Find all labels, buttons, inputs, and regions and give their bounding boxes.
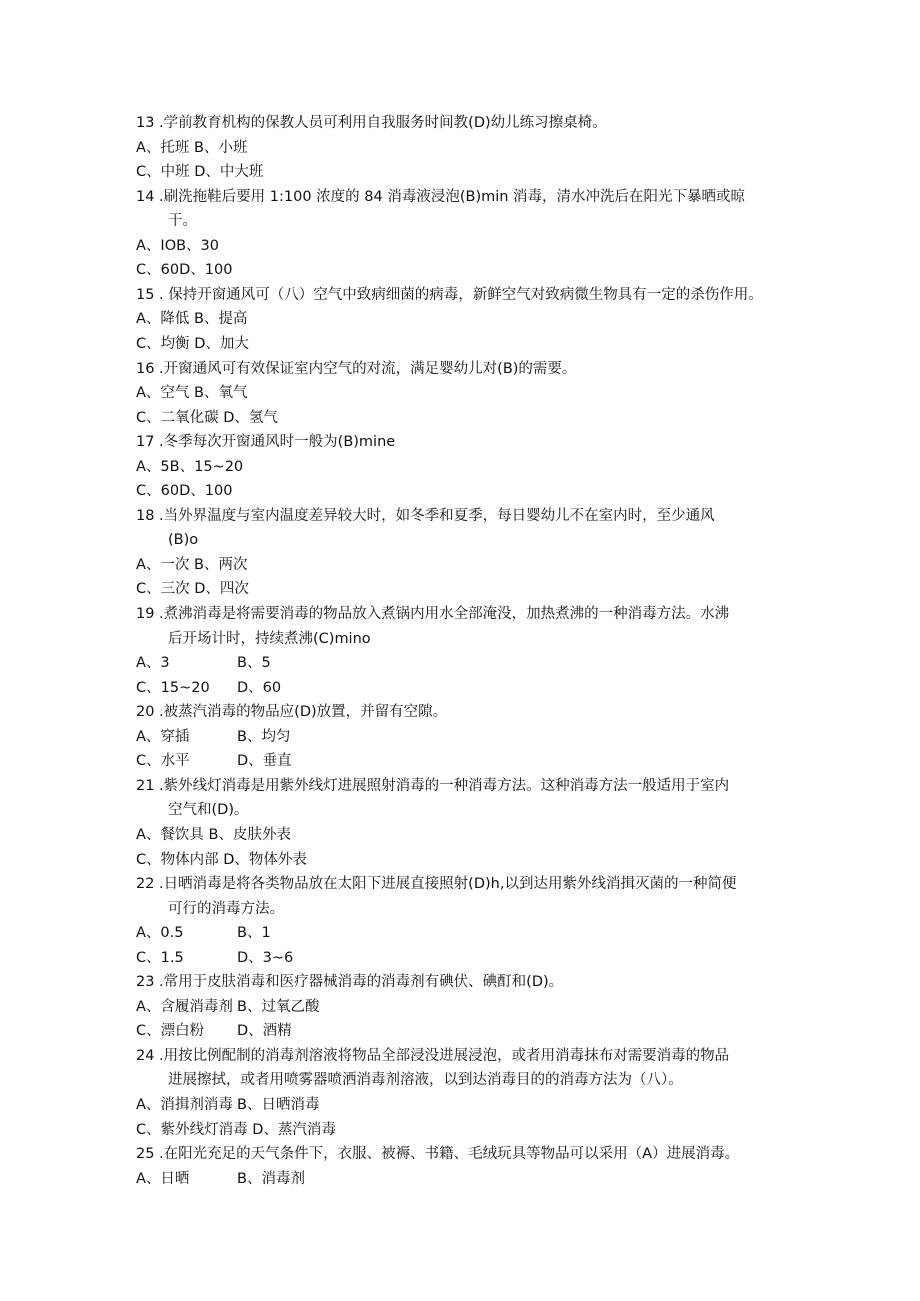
text-line: 24 .用按比例配制的消毒剂溶液将物品全部浸没进展浸泡，或者用消毒抹布对需要消毒的物品 bbox=[136, 1047, 730, 1064]
text-line-option-2: B、均匀 bbox=[237, 728, 291, 745]
text-line: C、二氧化碳 D、氢气 bbox=[136, 409, 278, 426]
text-line: C、均衡 D、加大 bbox=[136, 335, 249, 352]
text-line: C、60D、100 bbox=[136, 262, 233, 279]
text-line: 21 .紫外线灯消毒是用紫外线灯进展照射消毒的一种消毒方法。这种消毒方法一般适用于室内 bbox=[136, 777, 730, 794]
text-line: 23 .常用于皮肤消毒和医疗器械消毒的消毒剂有碘伏、碘酊和(D)。 bbox=[136, 974, 564, 991]
text-line: A、空气 B、氧气 bbox=[136, 385, 248, 402]
text-line: 空气和(D)。 bbox=[168, 802, 249, 819]
text-line-option-2: B、5 bbox=[237, 655, 271, 672]
text-line: C、紫外线灯消毒 D、蒸汽消毒 bbox=[136, 1121, 336, 1138]
text-line: C、15~20 bbox=[136, 679, 210, 696]
text-line: C、60D、100 bbox=[136, 483, 233, 500]
text-line: 22 .日晒消毒是将各类物品放在太阳下进展直接照射(D)h,以到达用紫外线消揖灭菌的一种简便 bbox=[136, 876, 737, 893]
text-line: A、托班 B、小班 bbox=[136, 139, 248, 156]
text-line: A、降低 B、提高 bbox=[136, 311, 248, 328]
text-line: 16 .开窗通风可有效保证室内空气的对流，满足婴幼儿对(B)的需要。 bbox=[136, 360, 577, 377]
text-line-option-2: D、酒精 bbox=[237, 1023, 292, 1040]
text-line: 进展擦拭，或者用喷雾器喷洒消毒剂溶液，以到达消毒目的的消毒方法为（八）。 bbox=[168, 1072, 683, 1089]
text-line: C、中班 D、中大班 bbox=[136, 164, 264, 181]
text-line: C、1.5 bbox=[136, 949, 184, 966]
text-line-option-2: B、消毒剂 bbox=[237, 1170, 305, 1187]
text-line: A、3 bbox=[136, 655, 170, 672]
text-line: A、消揖剂消毒 bbox=[136, 1097, 233, 1113]
text-line: 后开场计时，持续煮沸(C)mino bbox=[168, 630, 371, 647]
text-line-option-2: B、过氧乙酸 bbox=[237, 998, 320, 1015]
text-line: A、0.5 bbox=[136, 925, 184, 942]
text-line-option-2: D、3~6 bbox=[237, 949, 294, 966]
text-line-option-2: D、60 bbox=[237, 679, 282, 696]
text-line: A、日晒 bbox=[136, 1170, 190, 1187]
text-line: C、三次 D、四次 bbox=[136, 581, 249, 598]
text-line: A、含履消毒剂 bbox=[136, 998, 233, 1015]
text-line: 14 .刷洗拖鞋后要用 1:100 浓度的 84 消毒液浸泡(B)min 消毒，清水冲洗后在阳光下暴晒或晾 bbox=[136, 188, 746, 205]
text-line: C、物体内部 D、物体外表 bbox=[136, 851, 307, 868]
text-line-option-2: D、垂直 bbox=[237, 753, 292, 770]
text-line: 20 .被蒸汽消毒的物品应(D)放置，并留有空隙。 bbox=[136, 704, 448, 721]
text-line: A、餐饮具 B、皮肤外表 bbox=[136, 826, 291, 843]
text-line: A、IOB、30 bbox=[136, 237, 220, 254]
text-line: A、穿插 bbox=[136, 728, 190, 745]
text-line-option-2: B、1 bbox=[237, 925, 271, 942]
text-line: 17 .冬季每次开窗通风时一般为(B)mine bbox=[136, 434, 396, 451]
text-line: 18 .当外界温度与室内温度差异较大时，如冬季和夏季，每日婴幼儿不在室内时，至少通风 bbox=[136, 507, 715, 524]
text-line: (B)o bbox=[168, 532, 199, 549]
text-line: 可行的消毒方法。 bbox=[168, 900, 284, 917]
text-line: 干。 bbox=[168, 213, 197, 230]
text-line: 25 .在阳光充足的天气条件下，衣服、被褥、书籍、毛绒玩具等物品可以采用（A）进展消毒。 bbox=[136, 1146, 740, 1163]
text-line: 19 .煮沸消毒是将需要消毒的物品放入煮锅内用水全部淹没，加热煮沸的一种消毒方法。水沸 bbox=[136, 606, 730, 622]
text-line: C、漂白粉 bbox=[136, 1023, 205, 1040]
text-line: A、5B、15~20 bbox=[136, 458, 244, 475]
text-line: 15 . 保持开窗通风可（八）空气中致病细菌的病毒，新鲜空气对致病微生物具有一定的杀伤作用。 bbox=[136, 286, 763, 303]
text-line: C、水平 bbox=[136, 753, 190, 770]
text-line: A、一次 B、两次 bbox=[136, 556, 248, 573]
text-line-option-2: B、日晒消毒 bbox=[237, 1097, 320, 1113]
text-line: 13 .学前教育机构的保教人员可利用自我服务时间教(D)幼儿练习擦桌椅。 bbox=[136, 115, 607, 131]
